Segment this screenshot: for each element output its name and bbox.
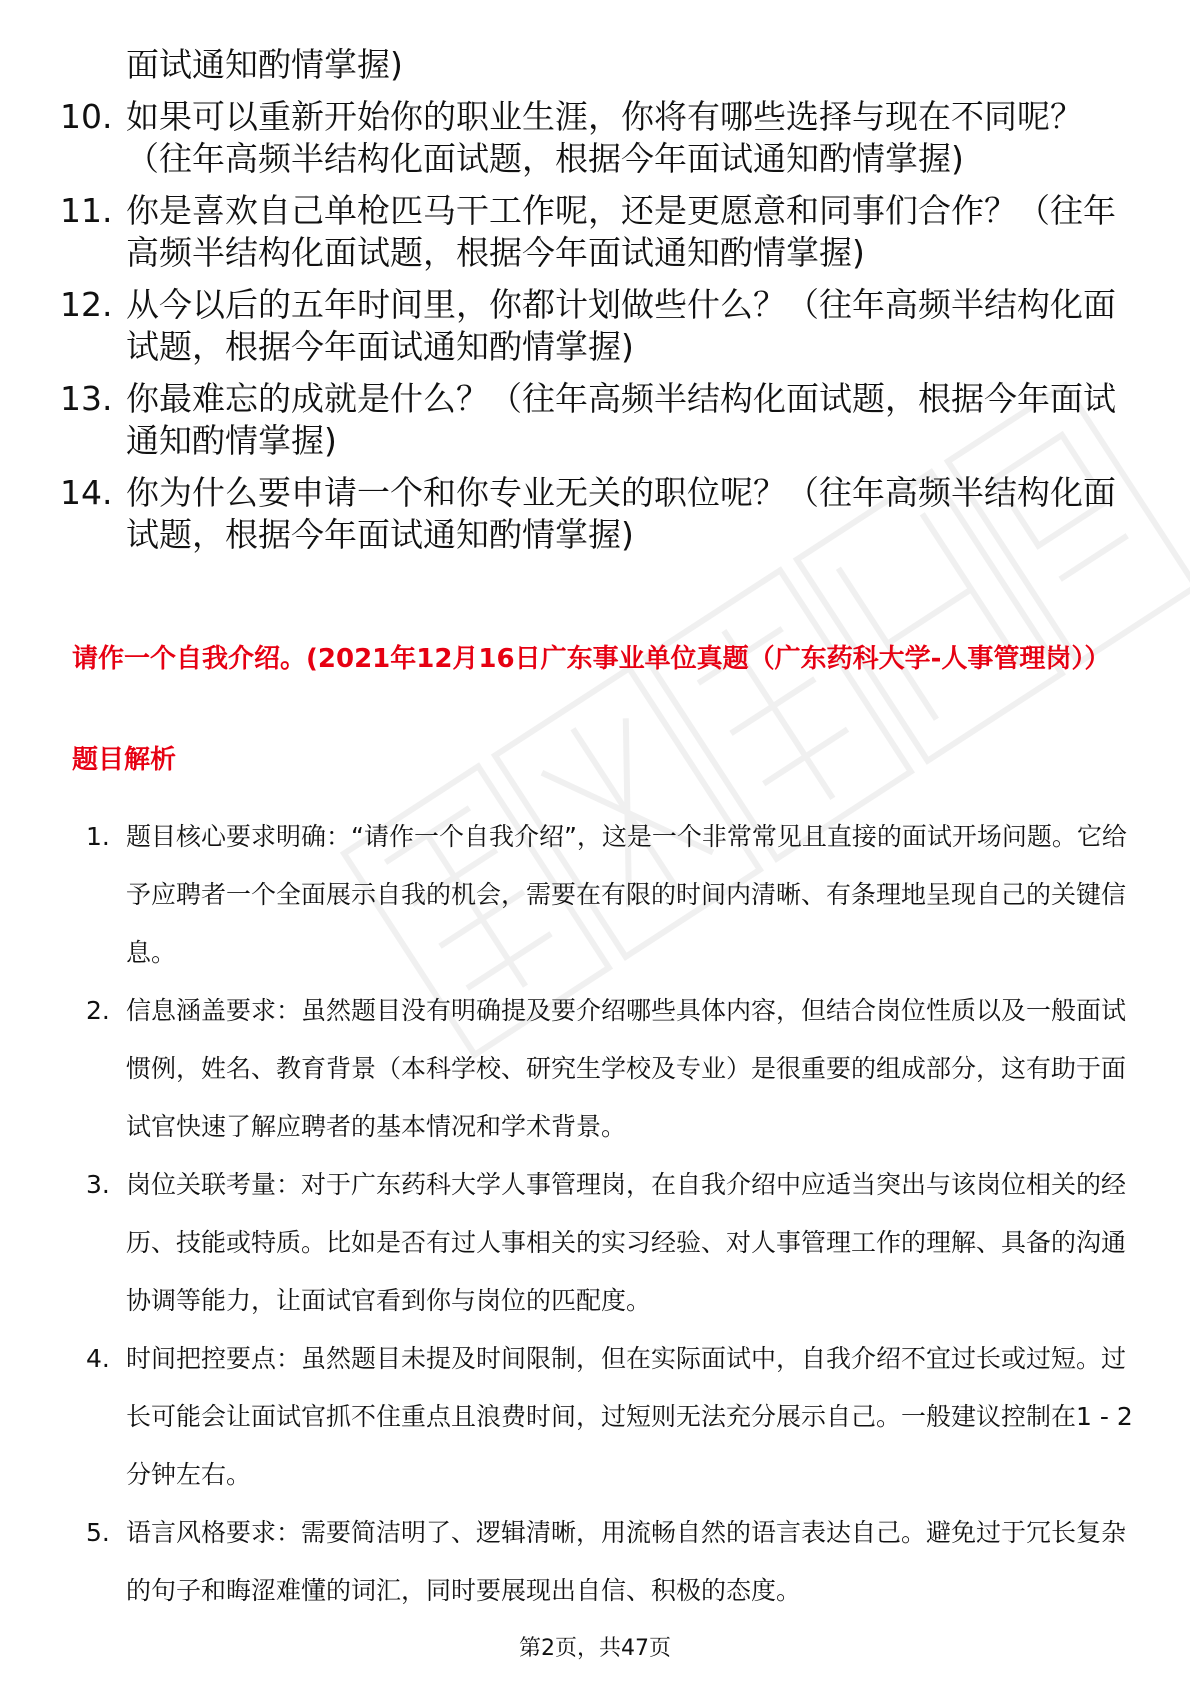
question-item (60, 96, 1140, 180)
analysis-number: 5. (86, 1518, 110, 1547)
question-text: 你最难忘的成就是什么？（往年高频半结构化面试题，根据今年面试通知酌情掌握) (126, 379, 1116, 460)
analysis-number: 3. (86, 1170, 110, 1199)
question-number: 11. (60, 191, 113, 230)
question-text: 从今以后的五年时间里，你都计划做些什么？（往年高频半结构化面试题，根据今年面试通知酌情掌握) (126, 285, 1116, 366)
question-item (60, 190, 1140, 274)
analysis-item (86, 1156, 1136, 1330)
question-text: 面试通知酌情掌握) (126, 45, 403, 84)
question-number: 10. (60, 97, 113, 136)
analysis-text: 语言风格要求：需要简洁明了、逻辑清晰，用流畅自然的语言表达自己。避免过于冗长复杂的句子和晦涩难懂的词汇，同时要展现出自信、积极的态度。 (126, 1518, 1127, 1605)
analysis-text: 岗位关联考量：对于广东药科大学人事管理岗，在自我介绍中应适当突出与该岗位相关的经历、技能或特质。比如是否有过人事相关的实习经验、对人事管理工作的理解、具备的沟通协调等能力，让面试官看到你与岗位的匹配度。 (126, 1170, 1127, 1315)
section-title: 请作一个自我介绍。(2021年12月16日广东事业单位真题（广东药科大学-人事管理岗）） (72, 644, 1111, 674)
analysis-item (86, 982, 1136, 1156)
question-text: 如果可以重新开始你的职业生涯，你将有哪些选择与现在不同呢？（往年高频半结构化面试题，根据今年面试通知酌情掌握) (126, 97, 1083, 178)
analysis-text: 题目核心要求明确：“请作一个自我介绍”，这是一个非常常见且直接的面试开场问题。它给予应聘者一个全面展示自我的机会，需要在有限的时间内清晰、有条理地呈现自己的关键信息。 (126, 822, 1127, 967)
question-list (60, 44, 1140, 566)
question-item (60, 44, 1140, 86)
question-number: 12. (60, 285, 113, 324)
analysis-text: 信息涵盖要求：虽然题目没有明确提及要介绍哪些具体内容，但结合岗位性质以及一般面试惯例，姓名、教育背景（本科学校、研究生学校及专业）是很重要的组成部分，这有助于面试官快速了解应聘者的基本情况和学术背景。 (126, 996, 1127, 1141)
analysis-text: 时间把控要点：虽然题目未提及时间限制，但在实际面试中，自我介绍不宜过长或过短。过长可能会让面试官抓不住重点且浪费时间，过短则无法充分展示自己。一般建议控制在1 - 2分钟左右。 (126, 1344, 1133, 1489)
analysis-item (86, 1330, 1136, 1504)
analysis-number: 4. (86, 1344, 110, 1373)
analysis-item (86, 1504, 1136, 1620)
page-number: 第2页，共47页 (519, 1636, 671, 1661)
question-text: 你是喜欢自己单枪匹马干工作呢，还是更愿意和同事们合作？（往年高频半结构化面试题，根据今年面试通知酌情掌握) (126, 191, 1116, 272)
question-item (60, 378, 1140, 462)
analysis-list (86, 808, 1136, 1620)
section-subtitle: 题目解析 (72, 745, 177, 775)
question-item (60, 284, 1140, 368)
analysis-number: 2. (86, 996, 110, 1025)
question-item (60, 472, 1140, 556)
question-text: 你为什么要申请一个和你专业无关的职位呢？（往年高频半结构化面试题，根据今年面试通知酌情掌握) (126, 473, 1116, 554)
question-number: 14. (60, 473, 113, 512)
question-number: 13. (60, 379, 113, 418)
analysis-item (86, 808, 1136, 982)
analysis-number: 1. (86, 822, 110, 851)
